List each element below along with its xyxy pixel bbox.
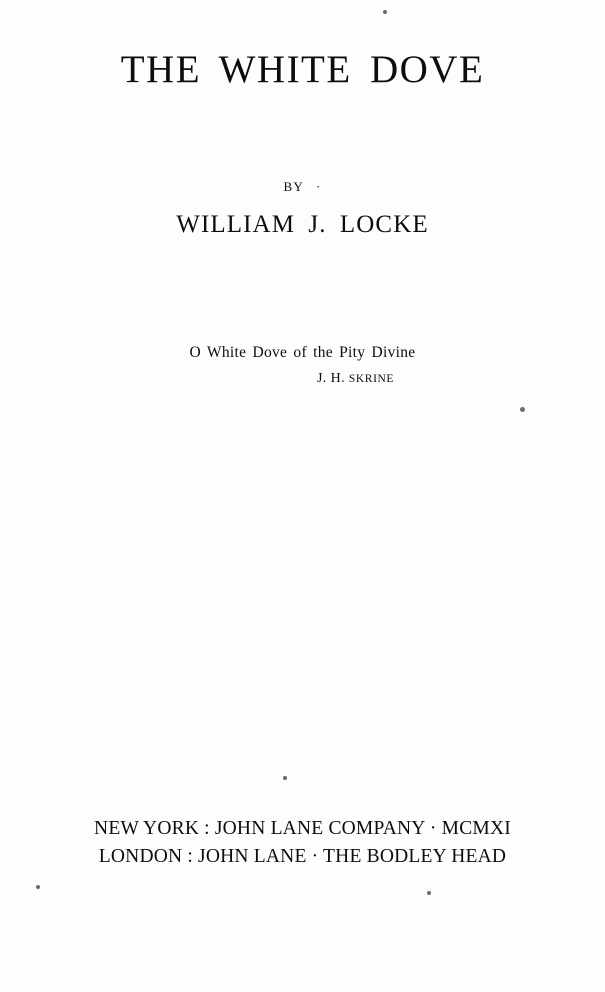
scan-speck bbox=[427, 891, 431, 895]
book-title: THE WHITE DOVE bbox=[120, 48, 485, 91]
scan-speck bbox=[36, 885, 40, 889]
author-name: WILLIAM J. LOCKE bbox=[176, 211, 429, 238]
epigraph-attribution-name: SKRINE bbox=[348, 373, 395, 385]
publisher-imprint bbox=[0, 816, 605, 870]
imprint-line-1: NEW YORK : JOHN LANE COMPANY · MCMXI bbox=[94, 818, 511, 839]
scan-speck bbox=[383, 10, 387, 14]
scan-speck bbox=[520, 407, 525, 412]
byline-dot: · bbox=[315, 179, 322, 194]
epigraph-attribution bbox=[0, 371, 605, 387]
scan-speck bbox=[283, 776, 287, 780]
imprint-line-2: LONDON : JOHN LANE · THE BODLEY HEAD bbox=[98, 846, 507, 867]
byline-label: BY bbox=[283, 179, 304, 194]
epigraph-attribution-initials: J. H. bbox=[316, 371, 349, 386]
byline bbox=[0, 179, 605, 195]
epigraph-quote: O White Dove of the Pity Divine bbox=[189, 344, 416, 361]
